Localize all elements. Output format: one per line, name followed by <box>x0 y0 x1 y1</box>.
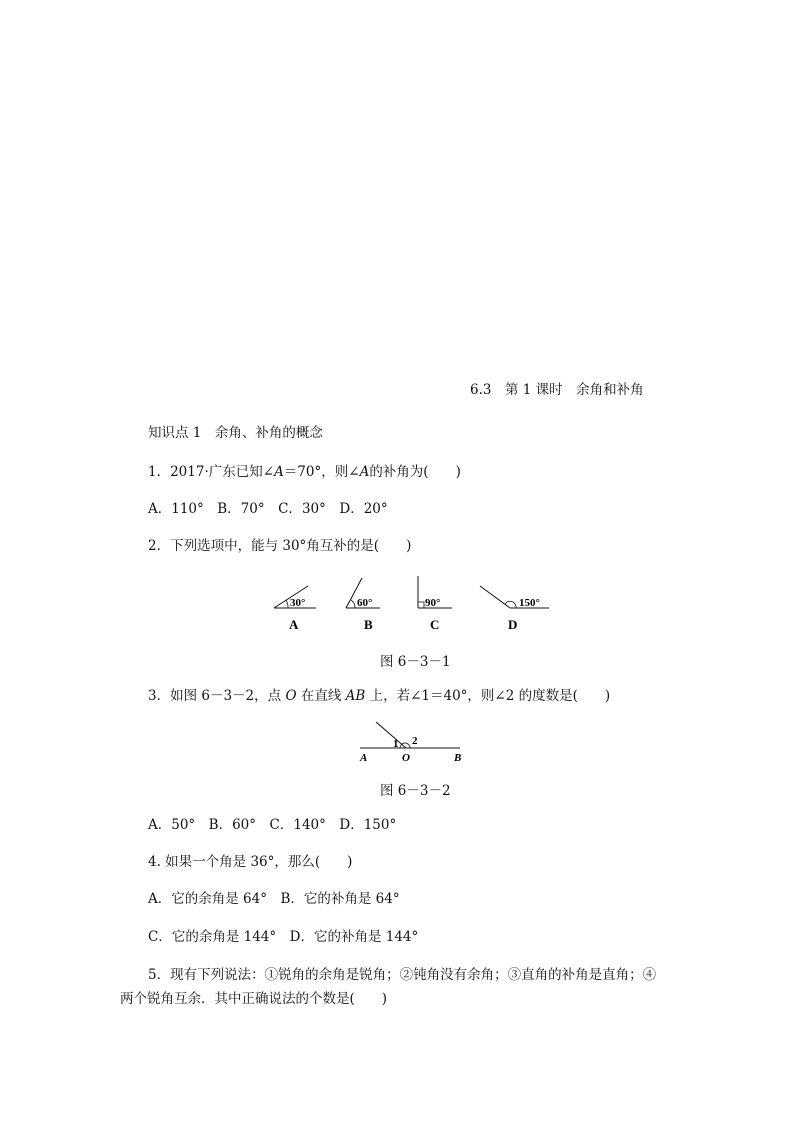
q3-prefix: 3．如图 6－3－2，点 <box>148 688 286 704</box>
angle-label-90: 90° <box>425 597 441 609</box>
lesson-title: 6.3 第 1 课时 余角和补角 <box>470 382 644 398</box>
option-label-d: D <box>508 617 518 632</box>
point-b-label: B <box>454 752 462 764</box>
option-a-angle <box>274 586 316 609</box>
q3-mid1: 在直线 <box>296 688 346 704</box>
option-label-c: C <box>430 617 440 632</box>
q3-var-ab: AB <box>345 688 366 704</box>
figure-6-3-1 <box>266 572 556 634</box>
question-4-stem: 4. 如果一个角是 36°，那么( ) <box>148 854 353 870</box>
figure-6-3-1-svg <box>266 572 556 634</box>
option-d-angle <box>480 586 549 609</box>
q3-var-o: O <box>285 688 297 704</box>
point-a-label: A <box>360 752 368 764</box>
angle-label-30: 30° <box>290 597 306 609</box>
question-4-options-cd: C．它的余角是 144° D．它的补角是 144° <box>148 929 419 945</box>
q1-prefix: 1．2017·广东已知∠ <box>148 464 275 480</box>
q1-suffix: 的补角为( ) <box>369 464 461 480</box>
point-o-label: O <box>402 752 410 764</box>
angle-1-label: 1 <box>393 738 399 750</box>
q1-var-a: A <box>274 464 284 480</box>
q3-mid2: 上，若∠1＝40°，则∠2 的度数是( ) <box>365 688 611 704</box>
option-label-b: B <box>364 617 373 632</box>
question-3-stem <box>148 687 610 705</box>
q1-mid: ＝70°，则∠ <box>283 464 360 480</box>
figure-6-3-2-svg <box>352 716 468 766</box>
question-5-line-2: 两个锐角互余．其中正确说法的个数是( ) <box>120 991 388 1007</box>
angle-label-60: 60° <box>357 597 373 609</box>
figure-6-3-2 <box>352 716 468 766</box>
question-4-options-ab: A．它的余角是 64° B．它的补角是 64° <box>148 891 400 907</box>
figure-6-3-2-caption: 图 6－3－2 <box>380 783 451 799</box>
section-title: 知识点 1 余角、补角的概念 <box>148 425 323 441</box>
figure-6-3-1-caption: 图 6－3－1 <box>380 654 451 670</box>
option-c-angle <box>418 576 452 609</box>
angle-2-label: 2 <box>412 735 418 747</box>
option-b-angle <box>346 578 380 609</box>
option-label-a: A <box>289 617 299 632</box>
question-1-options: A．110° B．70° C．30° D．20° <box>148 501 388 517</box>
question-5-line-1: 5．现有下列说法：①锐角的余角是锐角；②钝角没有余角；③直角的补角是直角；④ <box>148 967 657 983</box>
angle-label-150: 150° <box>519 597 540 609</box>
q1-var-a2: A <box>359 464 370 480</box>
question-3-options: A．50° B．60° C．140° D．150° <box>148 817 397 833</box>
question-1-stem <box>148 463 461 481</box>
question-2-stem: 2．下列选项中，能与 30°角互补的是( ) <box>148 538 412 554</box>
